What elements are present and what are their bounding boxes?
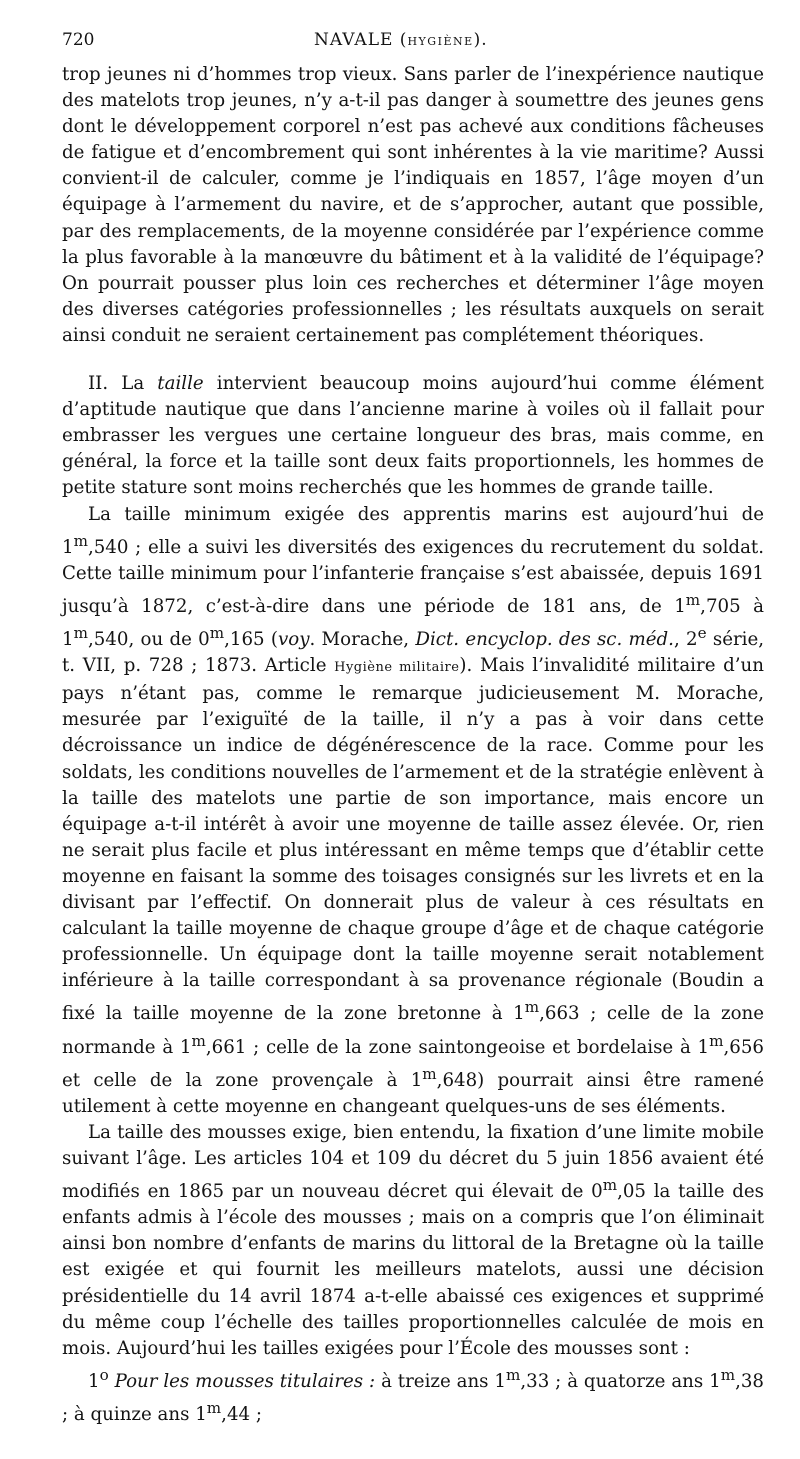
running-title-main: NAVALE — [314, 30, 394, 50]
p3-b: ,540 ; elle a suivi les diversités des exigences du recrutement du soldat. Cette taille minimum pour l’infanterie française s’est abaissée, depuis 1691 jusqu’à 1872, c’est-à-dire dans une période de 181 ans, de 1 — [62, 536, 764, 617]
p3-m: ,648) pourrait ainsi être ramené utilement à cette moyenne en changeant quelques-uns de ses éléments. — [62, 1069, 764, 1117]
document-page — [62, 30, 764, 1428]
p5-italic: Pour les mousses titulaires : — [108, 1370, 376, 1392]
p5-c: ,38 ; à quinze ans 1 — [62, 1370, 764, 1426]
running-title — [314, 30, 488, 50]
p5-a-sup: m — [505, 1365, 521, 1384]
p3-d: ,540, ou de 0 — [87, 629, 210, 651]
p3-i: ). Mais l’invalidité militaire d’un pays n’étant pas, comme le remarque judicieusement M. Morache, mesurée par l’exiguïté de la taille, il n’y a pas à voir dans cette décroissance un indice de dégénérescence de la race. Comme pour les soldats, les conditions nouvelles de l’armement et de la stratégie enlèvent à la taille des matelots une partie de son importance, mais encore un équipage a-t-il intérêt à avoir une moyenne de taille assez élevée. Or, rien ne serait plus facile et plus intéressant en même temps que d’établir cette moyenne en faisant la somme des toisages consignés sur les livrets et en la divisant par l’effectif. On donnerait plus de valeur à ces résultats en calculant la taille moyenne de chaque groupe d’âge et de chaque catégorie professionnelle. Un équipage dont la taille moyenne serait notablement inférieure à la taille correspondant à sa provenance régionale (Boudin a fixé la taille moyenne de la zone bretonne à 1 — [62, 655, 764, 1025]
p3-g: , 2 — [673, 629, 698, 651]
paragraph-5 — [62, 1362, 764, 1428]
section-gap — [62, 349, 764, 371]
p4-a-sup: m — [602, 1176, 618, 1195]
p5-d: ,44 ; — [221, 1404, 263, 1426]
p3-c-sup: m — [73, 624, 88, 642]
p3-a: La taille minimum exigée des apprentis marins est aujourd’hui de 1 — [62, 503, 764, 558]
page-number: 720 — [62, 30, 95, 50]
p3-small-caps-article: Hygiène militaire — [334, 660, 460, 676]
p3-k-sup: m — [709, 1031, 724, 1050]
p4-b: ,05 la taille des enfants admis à l’école des mousses ; mais on a compris que l’on éliminait ainsi bon nombre d’enfants de marins du littoral de la Bretagne où la taille est exigée et qui fournit les meilleurs matelots, aussi une décision présidentielle du 14 avril 1874 a-t-elle abaissé ces exigences et supprimé du même coup l’échelle des tailles proportionnelles calculée de mois en mois. Aujourd’hui les tailles exigées pour l’École des mousses sont : — [62, 1181, 764, 1359]
p3-voy: voy — [277, 629, 310, 651]
running-title-paren-close: ). — [473, 30, 488, 50]
p4-a: La taille des mousses exige, bien entendu, la fixation d’une limite mobile suivant l’âge. Les articles 104 et 109 du décret du 5 juin 1856 avaient été modifiés en 1865 par un nouveau décret qui élevait de 0 — [62, 1121, 764, 1203]
p3-j: ,663 ; celle de la zone normande à 1 — [62, 1003, 765, 1058]
p3-e: ,165 ( — [224, 629, 278, 651]
p3-i-sup: m — [524, 998, 540, 1017]
p5-num-sup: o — [99, 1365, 109, 1384]
p2-lead: II. La — [88, 373, 158, 395]
p3-a-sup: m — [73, 531, 88, 550]
running-title-paren-open: ( — [393, 30, 408, 50]
p3-g-sup: e — [697, 624, 707, 642]
p3-f: . Morache, — [309, 629, 416, 651]
paragraph-2 — [62, 371, 764, 501]
p2-rest: intervient beaucoup moins aujourd’hui comme élément d’aptitude nautique que dans l’ancienne marine à voiles où il fallait pour embrasser les vergues une certaine longueur des bras, mais comme, en général, la force et la taille sont deux faits proportionnels, les hommes de petite stature sont moins recherchés que les hommes de grande taille. — [62, 373, 764, 499]
p5-c-sup: m — [206, 1399, 222, 1417]
p5-a: à treize ans 1 — [375, 1370, 506, 1392]
p3-dict-title: Dict. encyclop. des sc. méd. — [415, 629, 674, 651]
running-header — [62, 30, 764, 56]
p3-k: ,661 ; celle de la zone saintongeoise et bordelaise à 1 — [205, 1036, 710, 1058]
p3-d-sup: m — [209, 624, 225, 642]
p5-b: ,33 ; à quatorze ans 1 — [520, 1370, 721, 1392]
p5-b-sup: m — [720, 1365, 736, 1384]
paragraph-3 — [62, 502, 764, 1120]
p3-b-sup: m — [685, 590, 701, 609]
p5-num: 1 — [88, 1370, 100, 1392]
p3-l-sup: m — [422, 1064, 437, 1083]
p3-j-sup: m — [191, 1031, 206, 1050]
paragraph-4 — [62, 1120, 764, 1362]
paragraph-1: trop jeunes ni d’hommes trop vieux. Sans parler de l’inexpérience nautique des matelots trop jeunes, n’y a-t-il pas danger à soumettre des jeunes gens dont le développement corporel n’est pas achevé aux conditions fâcheuses de fatigue et d’encombrement qui sont inhérentes à la vie maritime? Aussi convient-il de calculer, comme je l’indiquais en 1857, l’âge moyen d’un équipage à l’armement du navire, et de s’approcher, autant que possible, par des remplacements, de la moyenne considérée par l’expérience comme la plus favorable à la manœuvre du bâtiment et à la validité de l’équipage? On pourrait pousser plus loin ces recherches et déterminer l’âge moyen des diverses catégories professionnelles ; les résultats auxquels on serait ainsi conduit ne seraient certainement pas complétement théoriques. — [62, 64, 764, 346]
p2-italic-taille: taille — [157, 373, 204, 395]
running-title-sub: HYGIÈNE — [407, 35, 474, 48]
p3-l: ,656 et celle de la zone provençale à 1 — [62, 1036, 764, 1091]
p3-h: série, t. VII, p. 728 ; 1873. Article — [62, 629, 765, 677]
p3-c: ,705 à 1 — [62, 595, 764, 651]
